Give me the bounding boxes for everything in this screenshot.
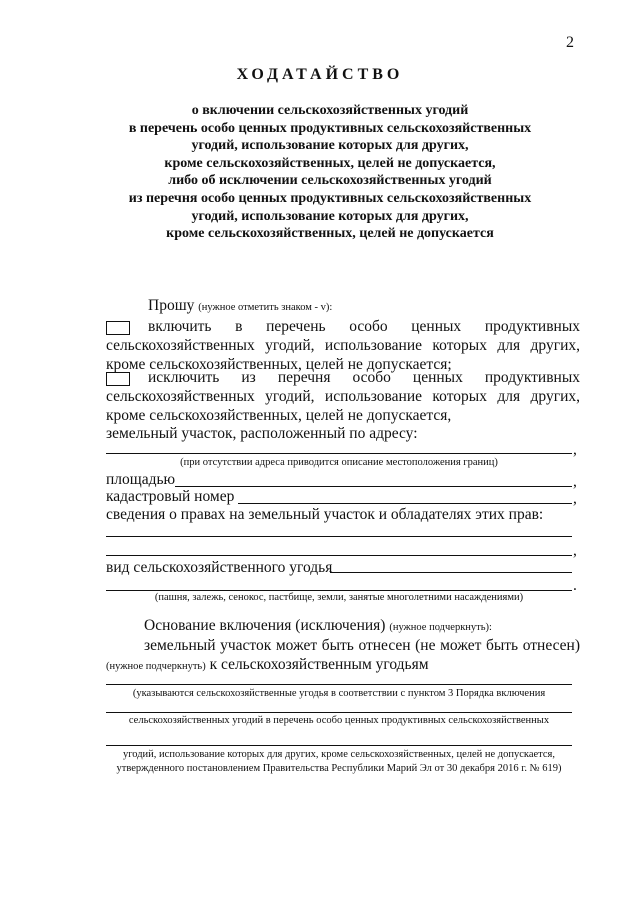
cadastral-comma: ,	[573, 490, 577, 507]
rights-label: сведения о правах на земельный участок и обладателях этих прав:	[106, 506, 544, 523]
subtitle-line: из перечня особо ценных продуктивных сельскохозяйственных	[128, 190, 532, 206]
basis-label	[144, 616, 492, 637]
land-address-label: земельный участок, расположенный по адресу:	[106, 425, 418, 442]
basis-label-text: Основание включения (исключения)	[144, 617, 386, 634]
basis-line2-note: (нужное подчеркнуть)	[106, 661, 206, 672]
page-number: 2	[566, 34, 574, 51]
basis-line1: земельный участок может быть отнесен (не может быть отнесен)	[144, 637, 580, 654]
address-comma: ,	[573, 441, 577, 458]
basis-caption-2: сельскохозяйственных угодий в перечень особо ценных продуктивных сельскохозяйственных	[128, 715, 550, 726]
area-field[interactable]	[175, 486, 572, 487]
land-type-field-1[interactable]	[330, 572, 572, 573]
exclude-option-line2: сельскохозяйственных угодий, использование которых для других,	[106, 388, 580, 405]
rights-comma: ,	[573, 542, 577, 559]
exclude-checkbox[interactable]	[106, 372, 130, 386]
cadastral-field[interactable]	[238, 503, 572, 504]
document-title: ХОДАТАЙСТВО	[236, 66, 404, 83]
exclude-option-line1: исключить из перечня особо ценных продуктивных	[148, 369, 580, 386]
subtitle-line: кроме сельскохозяйственных, целей не допускается	[166, 226, 494, 242]
include-option-line3: кроме сельскохозяйственных, целей не допускается;	[106, 356, 452, 373]
subtitle-line: в перечень особо ценных продуктивных сельскохозяйственных	[128, 120, 532, 136]
subtitle-line: о включении сельскохозяйственных угодий	[191, 103, 469, 118]
basis-caption-1: (указываются сельскохозяйственные угодья в соответствии с пунктом 3 Порядка включения	[132, 688, 546, 699]
basis-field-2[interactable]	[106, 712, 572, 713]
document-subtitle	[100, 102, 560, 243]
include-option-line1: включить в перечень особо ценных продуктивных	[148, 318, 580, 335]
land-type-field-2[interactable]	[106, 590, 572, 591]
area-label: площадью	[106, 471, 176, 488]
request-prompt-text: Прошу	[148, 297, 195, 314]
cadastral-label: кадастровый номер	[106, 488, 235, 505]
land-type-period: .	[573, 577, 577, 594]
subtitle-line: либо об исключении сельскохозяйственных угодий	[168, 173, 492, 189]
basis-caption-4: утвержденного постановлением Правительства Республики Марий Эл от 30 декабря 2016 г. № 619)	[116, 763, 562, 774]
basis-field-3[interactable]	[106, 745, 572, 746]
basis-label-note: (нужное подчеркнуть):	[389, 622, 492, 633]
subtitle-line: угодий, использование которых для других,	[191, 208, 469, 224]
include-option-line2: сельскохозяйственных угодий, использование которых для других,	[106, 337, 580, 354]
land-type-label: вид сельскохозяйственного угодья	[106, 559, 333, 576]
basis-line2	[106, 655, 429, 676]
address-field[interactable]	[106, 453, 572, 454]
land-type-caption: (пашня, залежь, сенокос, пастбище, земли, занятые многолетними насаждениями)	[154, 592, 524, 603]
basis-field-1[interactable]	[106, 684, 572, 685]
address-caption: (при отсутствии адреса приводится описание местоположения границ)	[180, 457, 498, 468]
rights-field-2[interactable]	[106, 555, 572, 556]
subtitle-line: угодий, использование которых для других,	[191, 138, 469, 154]
subtitle-line: кроме сельскохозяйственных, целей не допускается,	[164, 155, 496, 171]
rights-field-1[interactable]	[106, 536, 572, 537]
area-comma: ,	[573, 473, 577, 490]
include-checkbox[interactable]	[106, 321, 130, 335]
request-prompt-note: (нужное отметить знаком - v):	[198, 302, 333, 313]
basis-caption-3: угодий, использование которых для других, кроме сельскохозяйственных, целей не допускается,	[122, 749, 556, 760]
request-prompt	[148, 296, 332, 317]
exclude-option-line3: кроме сельскохозяйственных, целей не допускается,	[106, 407, 452, 424]
basis-line2-text: к сельскохозяйственным угодьям	[205, 656, 429, 673]
